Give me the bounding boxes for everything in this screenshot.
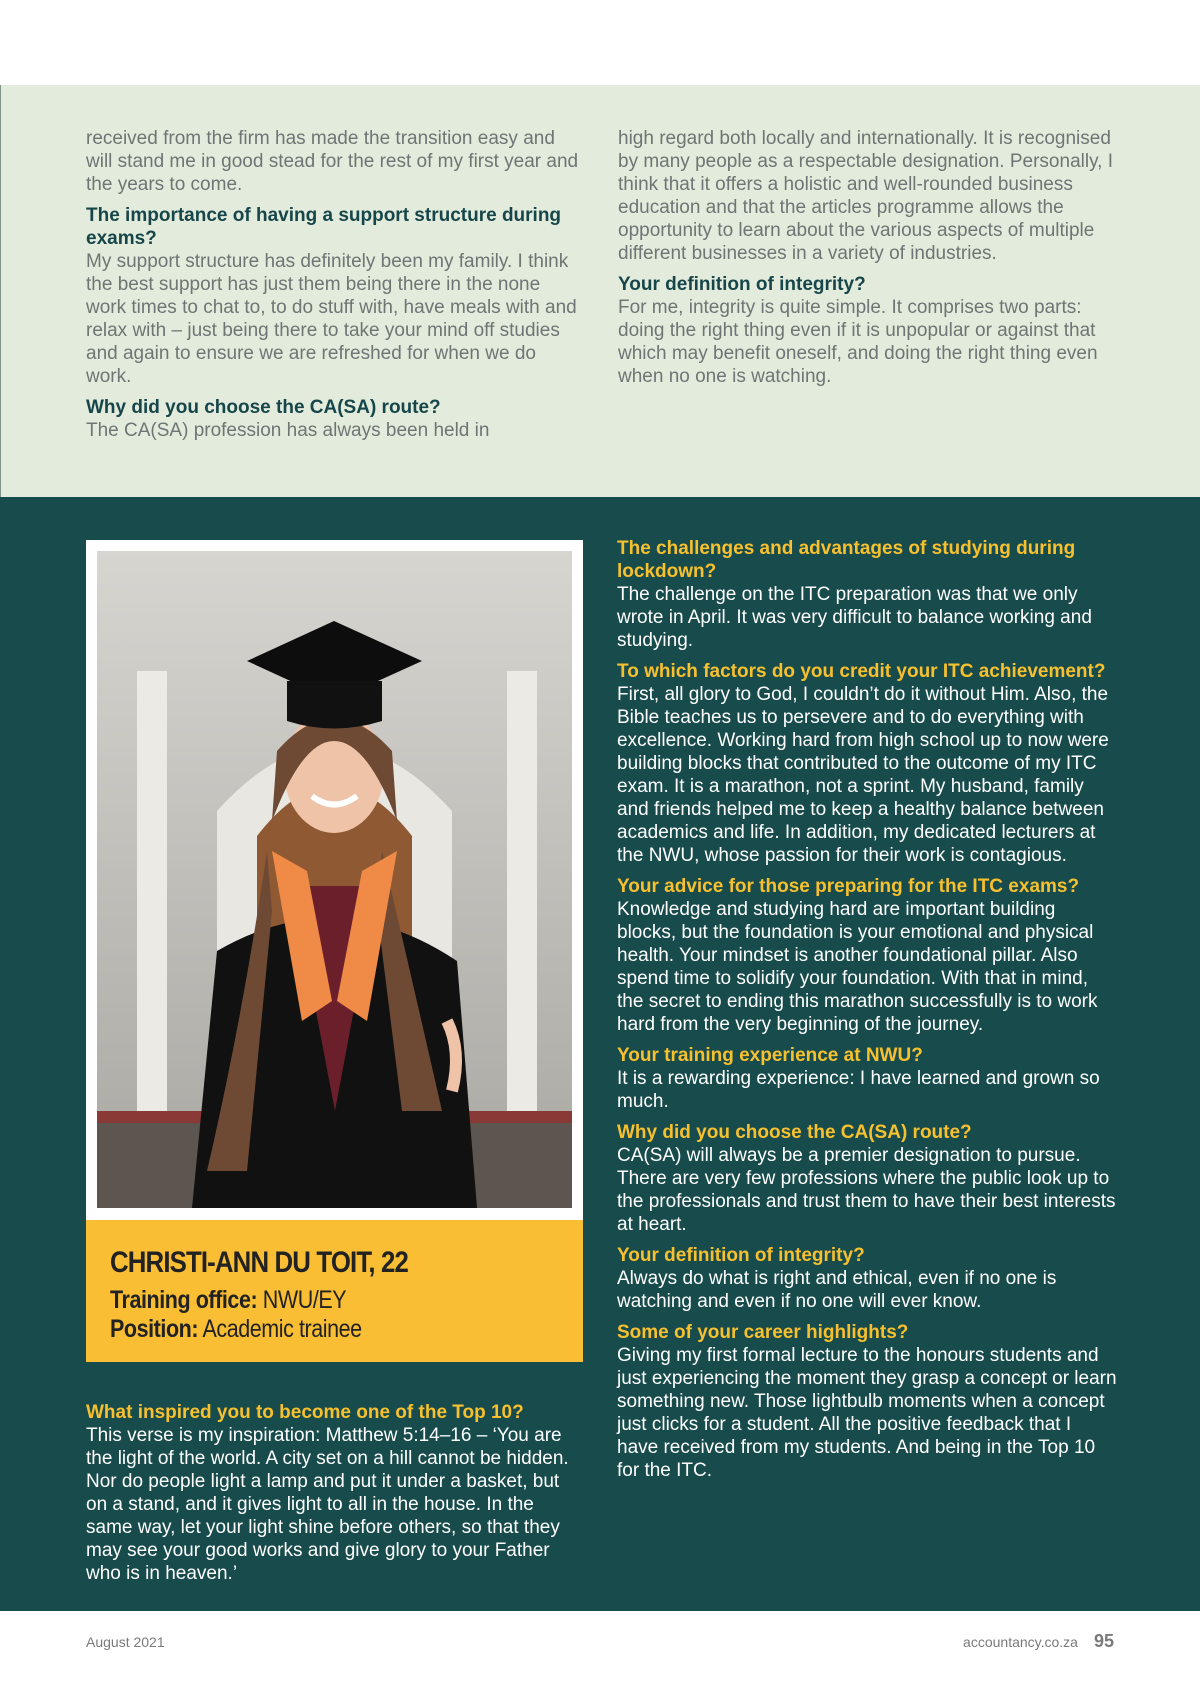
page-number: 95 xyxy=(1093,1631,1114,1651)
top-interview-section xyxy=(0,85,1200,497)
footer-date: August 2021 xyxy=(86,1634,165,1650)
footer-right xyxy=(963,1631,1114,1652)
position-line xyxy=(110,1315,362,1344)
answer-text: The CA(SA) profession has always been held in xyxy=(86,420,490,441)
person-name: CHRISTI-ANN DU TOIT, 22 xyxy=(110,1246,408,1279)
bottom-right-column xyxy=(617,537,1117,1490)
question-heading: The importance of having a support structure during exams? xyxy=(86,205,562,249)
answer-text: Always do what is right and ethical, even if no one is watching and even if no one will ever know. xyxy=(617,1268,1057,1312)
answer-text: The challenge on the ITC preparation was that we only wrote in April. It was very difficult to balance working and studying. xyxy=(617,584,1092,651)
answer-text: This verse is my inspiration: Matthew 5:14–16 – ‘You are the light of the world. A city set on a hill cannot be hidden. Nor do people light a lamp and put it under a basket, but on a stand, and it gives light to all in the house. In the same way, let your light shine before others, so that they may see your good works and give glory to your Father who is in heaven.’ xyxy=(86,1425,569,1584)
bottom-left-column xyxy=(86,1401,583,1593)
top-right-column xyxy=(618,127,1118,396)
question-heading: Your advice for those preparing for the ITC exams? xyxy=(617,876,1080,897)
question-heading: Your definition of integrity? xyxy=(618,274,866,295)
training-office-value: NWU/EY xyxy=(262,1286,347,1314)
answer-text: CA(SA) will always be a premier designation to pursue. There are very few professions where the public look up to the professionals and trust them to have their best interests at heart. xyxy=(617,1145,1116,1235)
training-office-line xyxy=(110,1286,346,1315)
graduate-portrait-illustration xyxy=(97,551,572,1208)
position-value: Academic trainee xyxy=(202,1315,362,1343)
question-heading: Your training experience at NWU? xyxy=(617,1045,923,1066)
profile-section xyxy=(0,497,1200,1611)
portrait-frame xyxy=(86,540,583,1220)
footer-site-link[interactable]: accountancy.co.za xyxy=(963,1634,1078,1650)
answer-text: high regard both locally and internationally. It is recognised by many people as a respectable designation. Personally, I think that it offers a holistic and well-rounded business education and that the articles programme allows the opportunity to learn about the various aspects of multiple different businesses in a variety of industries. xyxy=(618,128,1114,264)
question-heading: Why did you choose the CA(SA) route? xyxy=(86,397,441,418)
graduate-portrait-photo xyxy=(97,551,572,1208)
answer-text: Giving my first formal lecture to the honours students and just experiencing the moment they grasp a concept or learn something new. Those lightbulb moments when a concept just clicks for a student. All the positive feedback that I have received from my students. And being in the Top 10 for the ITC. xyxy=(617,1345,1117,1481)
profile-caption-box xyxy=(86,1220,583,1362)
answer-text: My support structure has definitely been my family. I think the best support has just them being there in the none work times to chat to, to do stuff with, have meals with and relax with – just being there to take your mind off studies and again to ensure we are refreshed for when we do work. xyxy=(86,251,577,387)
top-left-column xyxy=(86,127,581,450)
answer-text: It is a rewarding experience: I have learned and grown so much. xyxy=(617,1068,1100,1112)
answer-text: For me, integrity is quite simple. It comprises two parts: doing the right thing even if it is unpopular or against that which may benefit oneself, and doing the right thing even when no one is watching. xyxy=(618,297,1098,387)
question-heading: To which factors do you credit your ITC achievement? xyxy=(617,661,1106,682)
training-office-label: Training office: xyxy=(110,1286,258,1314)
question-heading: What inspired you to become one of the Top 10? xyxy=(86,1402,524,1423)
question-heading: The challenges and advantages of studying during lockdown? xyxy=(617,538,1076,582)
answer-text: Knowledge and studying hard are important building blocks, but the foundation is your emotional and physical health. Your mindset is another foundational pillar. Also spend time to solidify your foundation. With that in mind, the secret to ending this marathon successfully is to work hard from the very beginning of the journey. xyxy=(617,899,1098,1035)
answer-text: received from the firm has made the transition easy and will stand me in good stead for the rest of my first year and the years to come. xyxy=(86,128,579,195)
answer-text: First, all glory to God, I couldn’t do it without Him. Also, the Bible teaches us to persevere and to do everything with excellence. Working hard from high school up to now were building blocks that contributed to the outcome of my ITC exam. It is a marathon, not a sprint. My husband, family and friends helped me to keep a healthy balance between academics and life. In addition, my dedicated lecturers at the NWU, whose passion for their work is contagious. xyxy=(617,684,1109,866)
question-heading: Why did you choose the CA(SA) route? xyxy=(617,1122,972,1143)
position-label: Position: xyxy=(110,1315,199,1343)
question-heading: Your definition of integrity? xyxy=(617,1245,865,1266)
question-heading: Some of your career highlights? xyxy=(617,1322,909,1343)
